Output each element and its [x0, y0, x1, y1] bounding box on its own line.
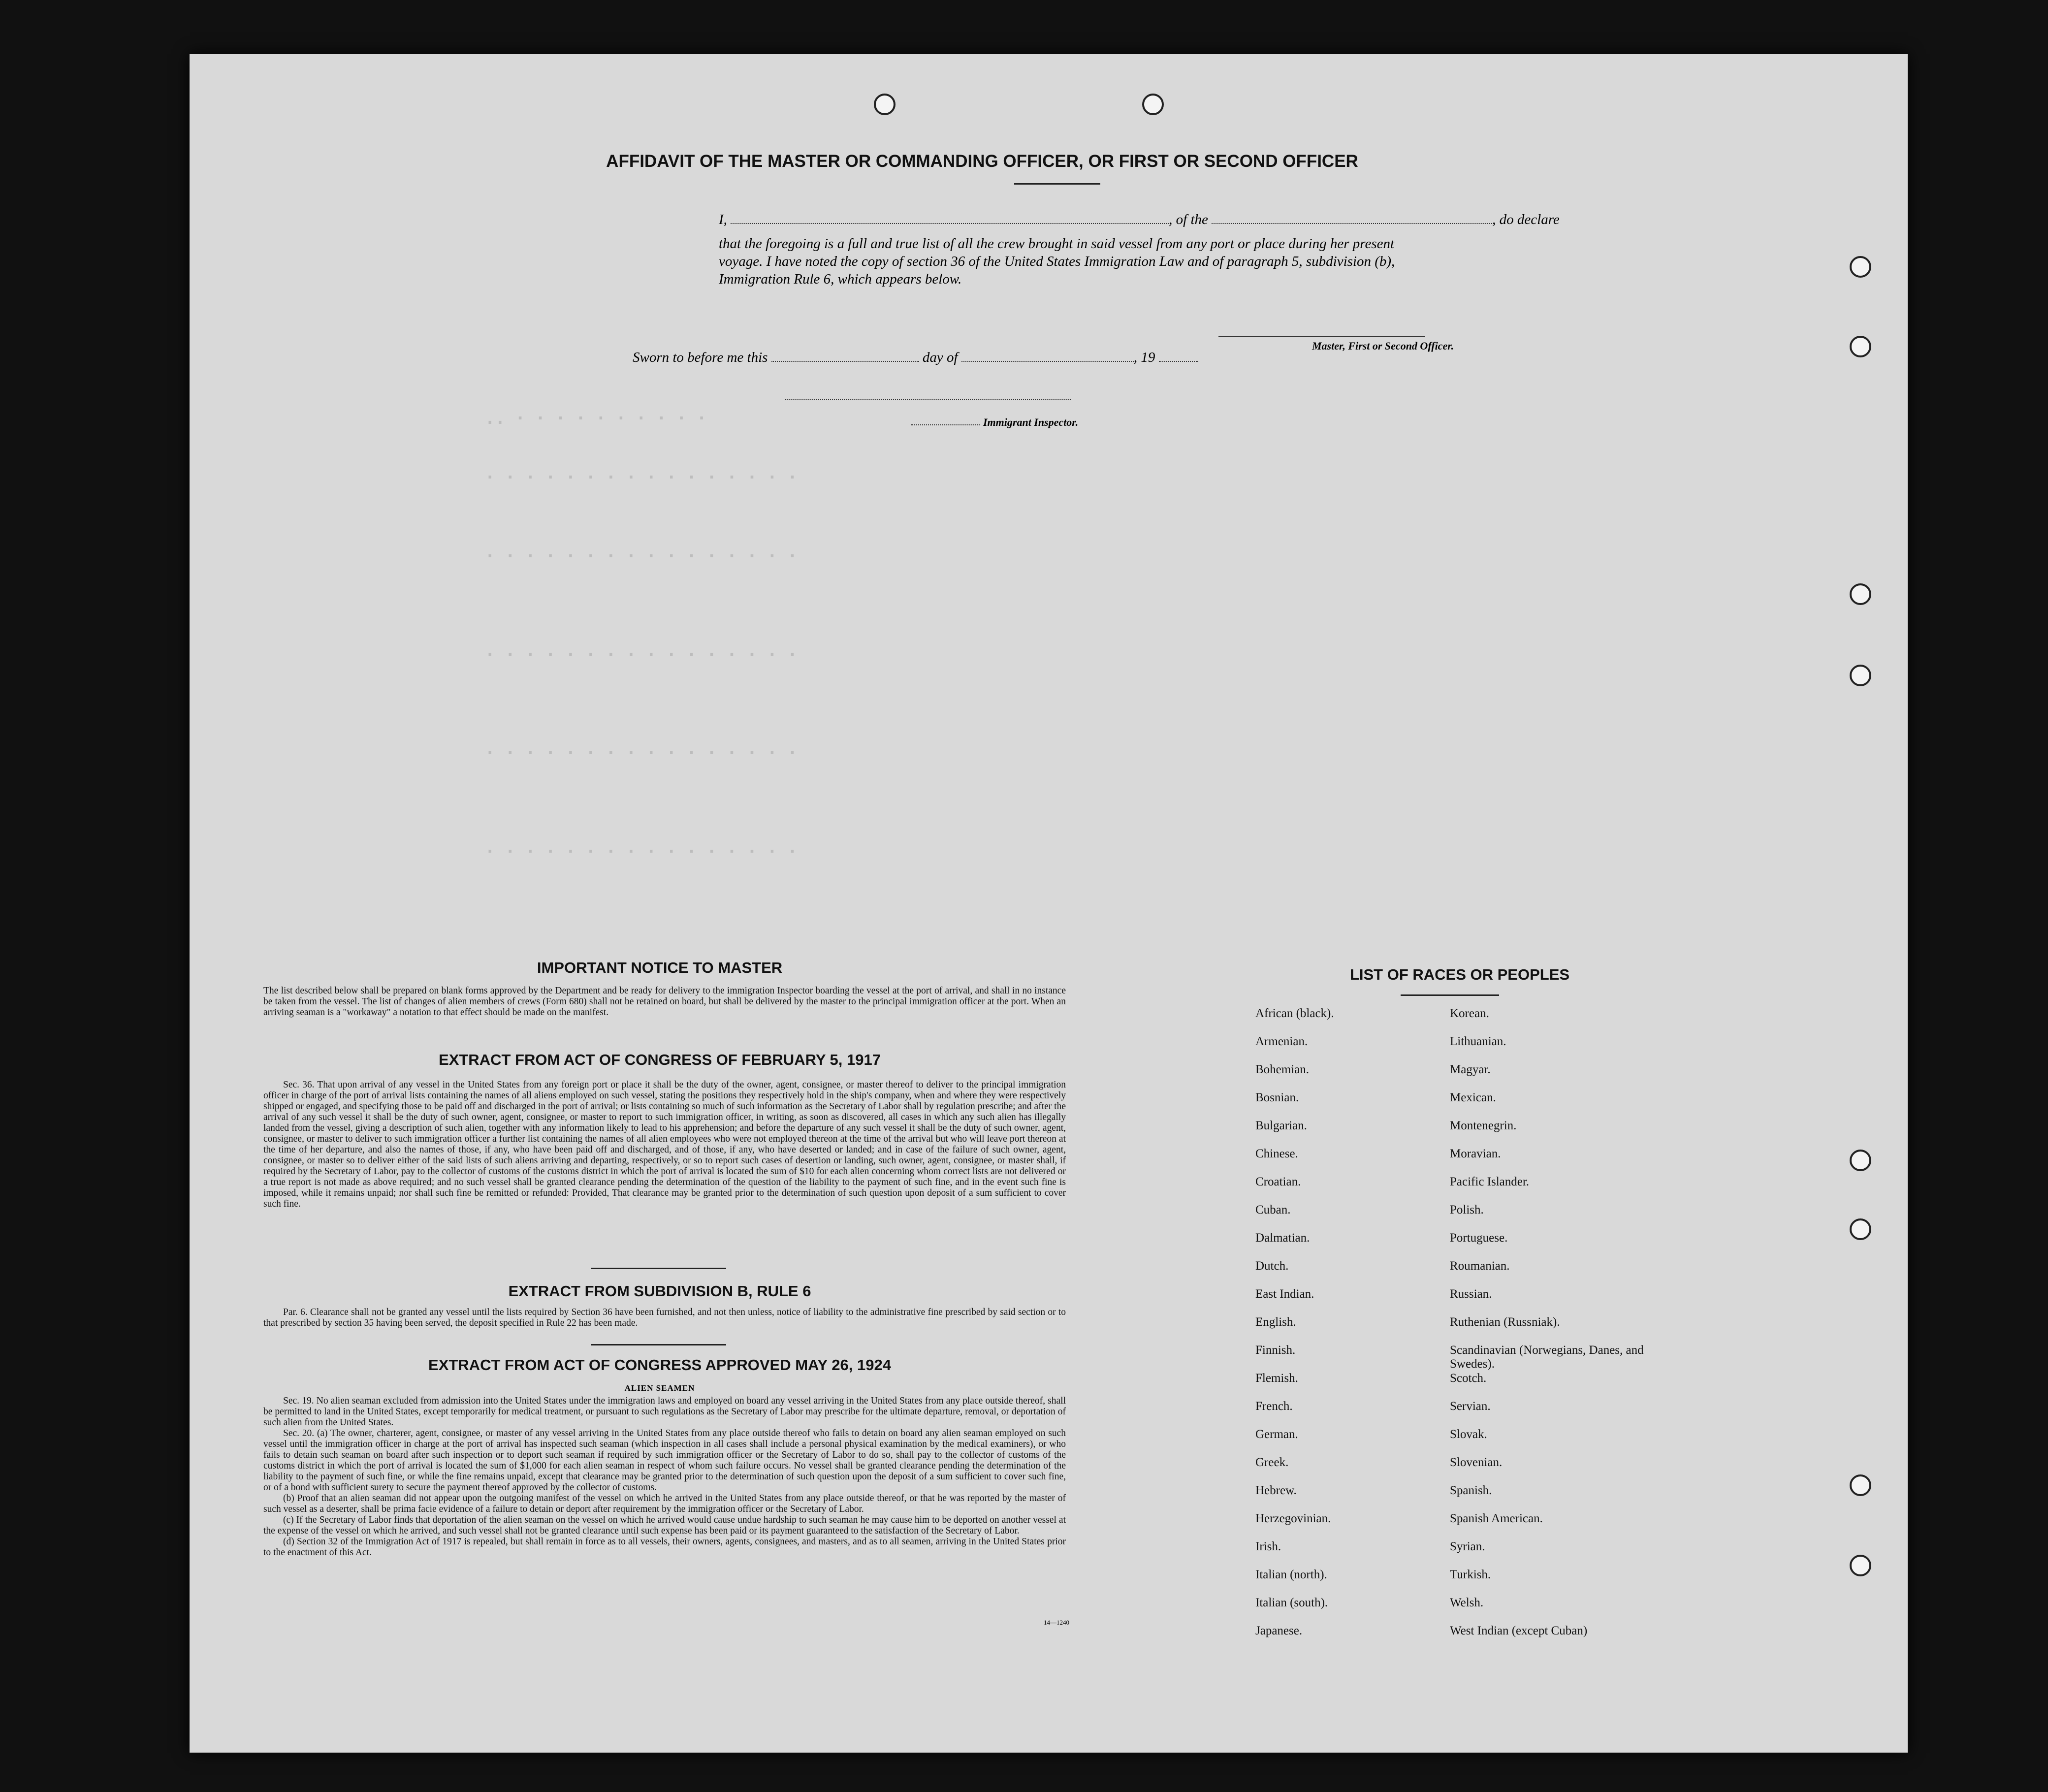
punch-hole — [1850, 336, 1871, 357]
do-declare-label: , do declare — [1492, 212, 1560, 227]
race-item: German. — [1255, 1428, 1298, 1441]
race-item: Hebrew. — [1255, 1484, 1297, 1497]
extract-1924-subtitle: ALIEN SEAMEN — [624, 1383, 695, 1393]
race-item: Spanish American. — [1450, 1512, 1543, 1525]
race-item: Slovak. — [1450, 1428, 1487, 1441]
race-item: Irish. — [1255, 1540, 1281, 1553]
extract-1924-title: EXTRACT FROM ACT OF CONGRESS APPROVED MAY 26, 1924 — [428, 1356, 891, 1374]
divider — [1401, 994, 1499, 996]
master-signature-line[interactable] — [1218, 336, 1425, 337]
race-item: Scandinavian (Norwegians, Danes, and Swedes). — [1450, 1344, 1644, 1371]
extract-1924-p2: Sec. 20. (a) The owner, charterer, agent, consignee, or master of any vessel arriving in the United States from any place outside thereof who fails to detain on board any alien seaman employed on such vessel until the immigration officer in charge at the port of arrival has inspected such seaman (which inspection in all cases shall include a personal physical examination by the medical examiners), or who fails to detain such seaman on board after such inspection or to deport such seaman if required by such immigration officer or the Secretary of Labor to do so, shall pay to the collector of customs of the customs district in which the port of arrival is located the sum of $1,000 for each alien seaman in respect of whom such failure occurs. No vessel shall be granted clearance pending the determination of the liability to the payment of such fine, or while the fine remains unpaid, except that clearance may be granted prior to the determination of such question upon the deposit of a sum sufficient to cover such fine, or of a bond with sufficient surety to secure the payment thereof approved by the collector of customs. — [263, 1428, 1066, 1493]
extract-rule6-text: Par. 6. Clearance shall not be granted any vessel until the lists required by Section 36 have been furnished, and not then unless, notice of liability to the administrative fine prescribed by said section or to that prescribed by section 35 having been served, the deposit specified in Rule 22 has been made. — [263, 1307, 1066, 1328]
divider — [1014, 183, 1100, 185]
extract-rule6-title: EXTRACT FROM SUBDIVISION B, RULE 6 — [508, 1282, 811, 1300]
form-number: 14—1240 — [1044, 1619, 1069, 1626]
race-item: Armenian. — [1255, 1035, 1308, 1048]
race-item: Servian. — [1450, 1400, 1491, 1413]
race-item: Herzegovinian. — [1255, 1512, 1331, 1525]
extract-1924-body — [263, 1396, 1066, 1558]
race-item: Bulgarian. — [1255, 1119, 1307, 1132]
race-item: Pacific Islander. — [1450, 1175, 1530, 1188]
race-item: Magyar. — [1450, 1063, 1491, 1076]
affidavit-title: AFFIDAVIT OF THE MASTER OR COMMANDING OFFICER, OR FIRST OR SECOND OFFICER — [606, 152, 1358, 171]
race-item: Korean. — [1450, 1007, 1489, 1020]
race-item: Finnish. — [1255, 1344, 1296, 1357]
punch-hole — [1850, 1555, 1871, 1576]
punch-hole — [1850, 665, 1871, 686]
notice-title: IMPORTANT NOTICE TO MASTER — [537, 959, 783, 976]
declaration-line — [719, 212, 1762, 228]
race-item: Bohemian. — [1255, 1063, 1310, 1076]
races-left-column — [1255, 1007, 1452, 1652]
race-item: Ruthenian (Russniak). — [1450, 1315, 1560, 1329]
race-item: Mexican. — [1450, 1091, 1496, 1104]
punch-hole — [874, 94, 896, 115]
sworn-month-field[interactable] — [961, 361, 1134, 362]
document-page: .. · · · · · · · · · · · · · · · · · · · · · · · · · · · · · · · · · · · · · · · · · · · · · · · · · · · · · · · · · · · · · · · · · · · · · · · · · · · · · · · · · · · · · · · · · · AFFIDAVIT OF THE MASTER OR COMMANDING OFFICER, OR FIRST OR SECOND OFFICER I, , of the , do declare that the foregoing is a full and true list of all the crew brought in said vessel from any port or place during her present voyage. I have noted the copy of section 36 of the United States Immigration Law and of paragraph 5, subdivision (b), Immigration Rule 6, which appears below. Master, First or Second Officer. Sworn to before me this day of , 19 Immigrant Inspector. IMPORTANT NOTICE TO MASTER The list described below shall be prepared on blank forms approved by the Department and be ready for delivery to the immigration Inspector boarding the vessel at the port of arrival, and shall in no instance be taken from the vessel. The list of changes of alien members of crews (Form 680) shall not be retained on board, but shall be delivered by the master to the principal immigration officer at the port. When an arriving seaman is a "workaway" a notation to that effect should be made on the manifest. EXTRACT FROM ACT OF CONGRESS OF FEBRUARY 5, 1917 Sec. 36. That upon arrival of any vessel in the United States from any foreign port or place it shall be the duty of the owner, agent, consignee, or master thereof to deliver to the principal immigration officer in charge of the port of arrival lists containing the names of all aliens employed on such vessel, stating the positions they respectively hold in the ship's company, when and where they were respectively shipped or engaged, and specifying those to be paid off and discharged in the port of arrival; or lists containing so much of such information as the Secretary of Labor shall by regulation prescribe; and after the arrival of any such vessel it shall be the duty of such owner, agent, consignee, or master to report to such immigration officer, in writing, as soon as discovered, all cases in which any such alien has illegally landed from the vessel, giving a description of such alien, together with any information likely to lead to his apprehension; and before the departure of any such vessel it shall be the duty of such owner, agent, consignee, or master to deliver to such immigration officer a further list containing the names of all alien employees who were not employed thereon at the time of the arrival but who will leave port thereon at the time of her departure, and also the names of those, if any, who have been paid off and discharged, and of those, if any, who have deserted or landed; and in case of the failure of such owner, agent, consignee, or master so to deliver either of the said lists of such aliens arriving and departing, respectively, or so to report such cases of desertion or landing, such owner, agent, consignee, or master shall, if required by the Secretary of Labor, pay to the collector of customs of the customs district in which the port of arrival is located the sum of $10 for each alien concerning whom correct lists are not delivered or a true report is not made as above required; and no such vessel shall be granted clearance pending the determination of the question of the liability to the payment of such fine, and in the event such fine is imposed, while it remains unpaid; nor shall such fine be remitted or refunded: Provided, That clearance may be granted prior to the determination of such question upon deposit of a sum sufficient to cover such fine. EXTRACT FROM SUBDIVISION B, RULE 6 Par. 6. Clearance shall not be granted any vessel until the lists required by Section 36 have been furnished, and not then unless, notice of liability to the administrative fine prescribed by said section or to that prescribed by section 35 having been served, the deposit specified in Rule 22 has been made. EXTRACT FROM ACT OF CONGRESS APPROVED MAY 26, 1924 ALIEN SEAMEN Sec. 19. No alien seaman excluded from admission into the United States under the immigration laws and employed on board any vessel arriving in the United States from any place outside thereof, shall be permitted to land in the United States, except temporarily for medical treatment, or pursuant to such regulations as the Secretary of Labor may prescribe for the ultimate departure, removal, or deportation of such alien from the United States. Sec. 20. (a) The owner, charterer, agent, consignee, or master of any vessel arriving in the United States from any place outside thereof who fails to detain on board any alien seaman employed on such vessel until the immigration officer in charge at the port of arrival has inspected such seaman (which inspection in all cases shall include a personal physical examination by the medical examiners), or who fails to detain such seaman on board after such inspection or to deport such seaman if required by such immigration officer or the Secretary of Labor to do so, shall pay to the collector of customs of the customs district in which the port of arrival is located the sum of $1,000 for each alien seaman in respect of whom such failure occurs. No vessel shall be granted clearance pending the determination of the liability to the payment of such fine, or while the fine remains unpaid, except that clearance may be granted prior to the determination of such question upon the deposit of a sum sufficient to cover such fine, or of a bond with sufficient surety to secure the payment thereof approved by the collector of customs. (b) Proof that an alien seaman did not appear upon the outgoing manifest of the vessel on which he arrived in the United States from any place outside thereof, or that he was reported by the master of such vessel as a deserter, shall be prima facie evidence of a failure to detain or deport after requirement by the immigration officer or the Secretary of Labor. (c) If the Secretary of Labor finds that deportation of the alien seaman on the vessel on which he arrived would cause undue hardship to such seaman he may cause him to be deported on another vessel at the expense of the vessel on which he arrived, and such vessel shall not be granted clearance until such expense has been paid or its payment guaranteed to the satisfaction of the Secretary of Labor. (d) Section 32 of the Immigration Act of 1917 is repealed, but shall remain in force as to all vessels, their owners, agents, consignees, and masters, and as to all seamen, arriving in the United States prior to the enactment of this Act. 14—1240 LIST OF RACES OR PEOPLES African (black). Armenian. Bohemian. Bosnian. Bulgarian. Chinese. Croatian. Cuban. Dalmatian. Dutch. East Indian. English. Finnish. Flemish. French. German. Greek. Hebrew. Herzegovinian. Irish. Italian (north). Italian (south). Japanese. Korean. Lithuanian. Magyar. Mexican. Montenegrin. Moravian. Pacific Islander. Polish. Portuguese. Roumanian. Russian. Ruthenian (Russniak). Scandinavian (Norwegians, Danes, and Swedes). Scotch. Servian. Slovak. Slovenian. Spanish. Spanish American. Syrian. Turkish. Welsh. West Indian (except Cuban) — [190, 54, 1908, 1753]
vessel-field[interactable] — [1212, 223, 1492, 224]
race-item: Flemish. — [1255, 1372, 1298, 1385]
declaration-i: I, — [719, 212, 727, 227]
races-right-column — [1450, 1007, 1671, 1652]
sworn-line — [633, 350, 1198, 366]
of-the-label: , of the — [1169, 212, 1208, 227]
year-label: , 19 — [1133, 350, 1155, 365]
race-item: Cuban. — [1255, 1203, 1291, 1216]
extract-1917-title: EXTRACT FROM ACT OF CONGRESS OF FEBRUARY 5, 1917 — [439, 1051, 881, 1068]
race-item: French. — [1255, 1400, 1293, 1413]
sworn-label: Sworn to before me this — [633, 350, 768, 365]
extract-1924-p4: (c) If the Secretary of Labor finds that deportation of the alien seaman on the vessel on which he arrived would cause undue hardship to such seaman he may cause him to be deported on another vessel at the expense of the vessel on which he arrived, and such vessel shall not be granted clearance until such expense has been paid or its payment guaranteed to the satisfaction of the Secretary of Labor. — [263, 1515, 1066, 1536]
race-item: Spanish. — [1450, 1484, 1492, 1497]
inspector-signature-line[interactable] — [785, 399, 1071, 400]
race-item: African (black). — [1255, 1007, 1334, 1020]
punch-hole — [1850, 1474, 1871, 1496]
sworn-day-field[interactable] — [771, 361, 919, 362]
extract-1924-p5: (d) Section 32 of the Immigration Act of 1917 is repealed, but shall remain in force as to all vessels, their owners, agents, consignees, and masters, and as to all seamen, arriving in the United States prior to the enactment of this Act. — [263, 1536, 1066, 1558]
declaration-line-2: that the foregoing is a full and true list of all the crew brought in said vessel from any port or place during her present — [719, 236, 1395, 252]
sworn-year-field[interactable] — [1159, 361, 1198, 362]
name-field[interactable] — [731, 223, 1169, 224]
race-item: Bosnian. — [1255, 1091, 1299, 1104]
race-item: Polish. — [1450, 1203, 1484, 1216]
declaration-line-3: voyage. I have noted the copy of section 36 of the United States Immigration Law and of paragraph 5, subdivision (b), — [719, 254, 1395, 269]
divider — [591, 1344, 726, 1345]
day-of-label: day of — [922, 350, 958, 365]
race-item: Roumanian. — [1450, 1259, 1510, 1273]
race-item: Dutch. — [1255, 1259, 1289, 1273]
punch-hole — [1850, 1218, 1871, 1240]
race-item: Italian (north). — [1255, 1568, 1327, 1581]
race-item: Lithuanian. — [1450, 1035, 1506, 1048]
extract-1917-text: Sec. 36. That upon arrival of any vessel in the United States from any foreign port or place it shall be the duty of the owner, agent, consignee, or master thereof to deliver to the principal immigration officer in charge of the port of arrival lists containing the names of all aliens employed on such vessel, stating the positions they respectively hold in the ship's company, when and where they were respectively shipped or engaged, and specifying those to be paid off and discharged in the port of arrival; or lists containing so much of such information as the Secretary of Labor shall by regulation prescribe; and after the arrival of any such vessel it shall be the duty of such owner, agent, consignee, or master to report to such immigration officer, in writing, as soon as discovered, all cases in which any such alien has illegally landed from the vessel, giving a description of such alien, together with any information likely to lead to his apprehension; and before the departure of any such vessel it shall be the duty of such owner, agent, consignee, or master to deliver to such immigration officer a further list containing the names of all alien employees who were not employed thereon at the time of the arrival but who will leave port thereon at the time of her departure, and also the names of those, if any, who have been paid off and discharged, and of those, if any, who have deserted or landed; and in case of the failure of such owner, agent, consignee, or master so to deliver either of the said lists of such aliens arriving and departing, respectively, or so to report such cases of desertion or landing, such owner, agent, consignee, or master shall, if required by the Secretary of Labor, pay to the collector of customs of the customs district in which the port of arrival is located the sum of $10 for each alien concerning whom correct lists are not delivered or a true report is not made as above required; and no such vessel shall be granted clearance pending the determination of the question of the liability to the payment of such fine, and in the event such fine is imposed, while it remains unpaid; nor shall such fine be remitted or refunded: Provided, That clearance may be granted prior to the determination of such question upon deposit of a sum sufficient to cover such fine. — [263, 1080, 1066, 1209]
race-item: Greek. — [1255, 1456, 1289, 1469]
race-item: East Indian. — [1255, 1287, 1314, 1301]
race-item: English. — [1255, 1315, 1296, 1329]
extract-1924-p1: Sec. 19. No alien seaman excluded from admission into the United States under the immigration laws and employed on board any vessel arriving in the United States from any place outside thereof, shall be permitted to land in the United States, except temporarily for medical treatment, or pursuant to such regulations as the Secretary of Labor may prescribe for the ultimate departure, removal, or deportation of such alien from the United States. — [263, 1396, 1066, 1428]
race-item: Slovenian. — [1450, 1456, 1503, 1469]
punch-hole — [1850, 256, 1871, 278]
race-item: Japanese. — [1255, 1624, 1303, 1637]
punch-hole — [1850, 583, 1871, 605]
race-item: Chinese. — [1255, 1147, 1298, 1160]
race-item: Portuguese. — [1450, 1231, 1508, 1245]
divider — [591, 1268, 726, 1269]
master-caption: Master, First or Second Officer. — [1312, 340, 1454, 352]
race-item: Russian. — [1450, 1287, 1492, 1301]
race-item: Dalmatian. — [1255, 1231, 1310, 1245]
declaration-body — [719, 235, 1762, 288]
races-title: LIST OF RACES OR PEOPLES — [1349, 966, 1570, 983]
race-item: Syrian. — [1450, 1540, 1485, 1553]
declaration-line-4: Immigration Rule 6, which appears below. — [719, 271, 962, 287]
race-item: Welsh. — [1450, 1596, 1484, 1609]
punch-hole — [1850, 1150, 1871, 1171]
race-item: Moravian. — [1450, 1147, 1501, 1160]
race-item: Italian (south). — [1255, 1596, 1328, 1609]
notice-text: The list described below shall be prepared on blank forms approved by the Department and be ready for delivery to the immigration Inspector boarding the vessel at the port of arrival, and shall in no instance be taken from the vessel. The list of changes of alien members of crews (Form 680) shall not be retained on board, but shall be delivered by the master to the principal immigration officer at the port. When an arriving seaman is a "workaway" a notation to that effect should be made on the manifest. — [263, 986, 1066, 1018]
punch-hole — [1142, 94, 1164, 115]
inspector-caption: Immigrant Inspector. — [983, 416, 1079, 428]
race-item: Montenegrin. — [1450, 1119, 1517, 1132]
extract-1924-p3: (b) Proof that an alien seaman did not appear upon the outgoing manifest of the vessel on which he arrived in the United States from any place outside thereof, or that he was reported by the master of such vessel as a deserter, shall be prima facie evidence of a failure to detain or deport after requirement by the immigration officer or the Secretary of Labor. — [263, 1493, 1066, 1514]
race-item: Croatian. — [1255, 1175, 1301, 1188]
race-item: Turkish. — [1450, 1568, 1491, 1581]
race-item: Scotch. — [1450, 1372, 1487, 1385]
race-item: West Indian (except Cuban) — [1450, 1624, 1588, 1637]
inspector-short-line — [911, 424, 980, 425]
